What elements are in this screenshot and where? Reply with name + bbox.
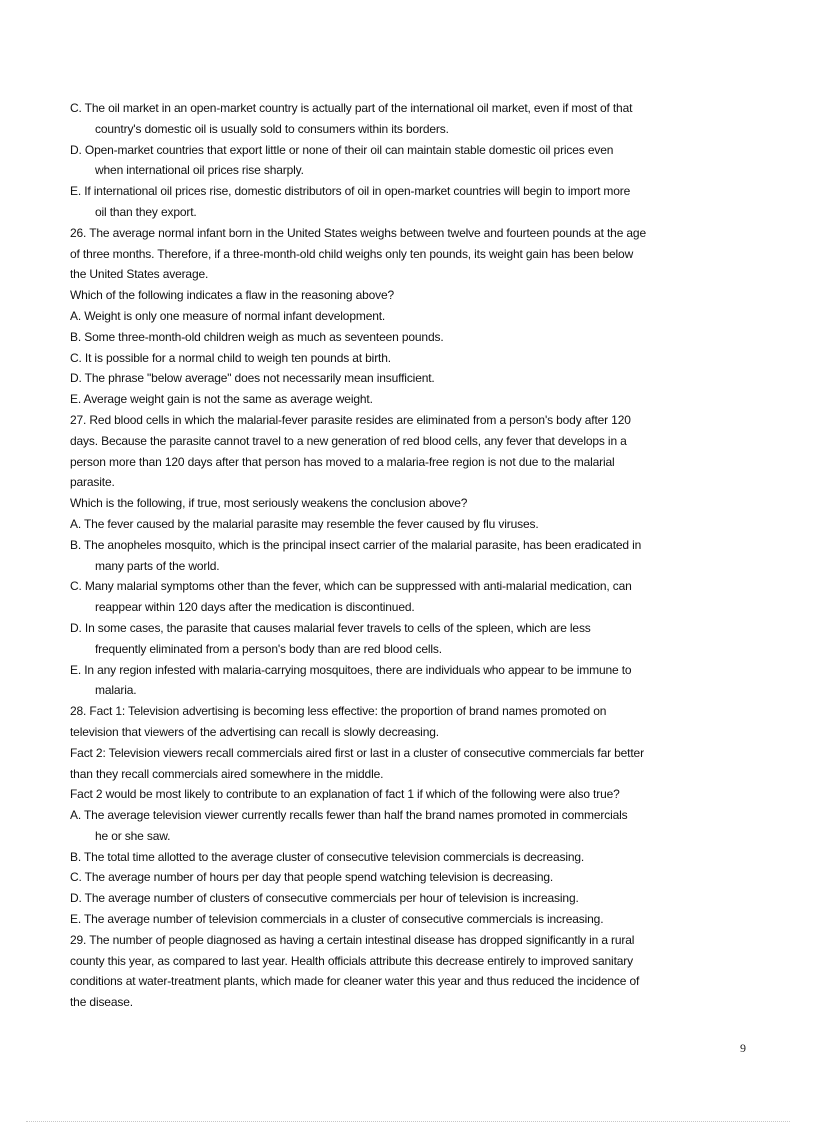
text-line: C. Many malarial symptoms other than the fever, which can be suppressed with anti-malarial medication, can	[70, 579, 632, 594]
text-line: Which is the following, if true, most seriously weakens the conclusion above?	[70, 496, 468, 511]
text-line: 29. The number of people diagnosed as having a certain intestinal disease has dropped significantly in a rural	[70, 932, 635, 947]
text-line: A. Weight is only one measure of normal infant development.	[70, 308, 386, 323]
text-line: the United States average.	[70, 267, 209, 282]
text-line: E. The average number of television commercials in a cluster of consecutive commercials is increasing.	[70, 912, 604, 927]
text-line: D. Open-market countries that export little or none of their oil can maintain stable domestic oil prices even	[70, 142, 614, 157]
text-line: reappear within 120 days after the medication is discontinued.	[95, 600, 415, 615]
text-line: days. Because the parasite cannot travel to a new generation of red blood cells, any fever that develops in a	[70, 433, 627, 448]
text-line: frequently eliminated from a person's body than are red blood cells.	[95, 641, 442, 656]
text-line: Fact 2: Television viewers recall commercials aired first or last in a cluster of consecutive commercials far better	[70, 745, 644, 760]
text-line: the disease.	[70, 995, 133, 1010]
text-line: many parts of the world.	[95, 558, 220, 573]
text-line: C. The oil market in an open-market country is actually part of the international oil market, even if most of that	[70, 101, 633, 115]
text-line: A. The average television viewer currently recalls fewer than half the brand names promoted in commercials	[70, 808, 628, 823]
text-line: oil than they export.	[95, 204, 197, 219]
text-line: Fact 2 would be most likely to contribute to an explanation of fact 1 if which of the following were also true?	[70, 787, 620, 802]
text-line: country's domestic oil is usually sold to consumers within its borders.	[95, 121, 449, 136]
text-line: conditions at water-treatment plants, which made for cleaner water this year and thus reduced the incidence of	[70, 974, 640, 989]
page-bottom-border	[26, 1121, 790, 1122]
text-line: B. The anopheles mosquito, which is the principal insect carrier of the malarial parasite, has been eradicated in	[70, 537, 642, 552]
text-line: when international oil prices rise sharply.	[95, 163, 304, 178]
text-line: malaria.	[95, 683, 137, 698]
text-line: 28. Fact 1: Television advertising is becoming less effective: the proportion of brand names promoted on	[70, 704, 607, 719]
text-line: Which of the following indicates a flaw in the reasoning above?	[70, 288, 395, 303]
text-line: 27. Red blood cells in which the malarial-fever parasite resides are eliminated from a person's body after 120	[70, 412, 631, 427]
text-line: he or she saw.	[95, 828, 171, 843]
text-line: E. Average weight gain is not the same as average weight.	[70, 392, 373, 407]
text-line: C. It is possible for a normal child to weigh ten pounds at birth.	[70, 350, 391, 365]
text-line: parasite.	[70, 475, 115, 490]
text-line: county this year, as compared to last year. Health officials attribute this decrease entirely to improved sanitary	[70, 953, 633, 968]
text-line: E. In any region infested with malaria-carrying mosquitoes, there are individuals who appear to be immune to	[70, 662, 632, 677]
text-line: E. If international oil prices rise, domestic distributors of oil in open-market countries will begin to import more	[70, 184, 631, 199]
page-number: 9	[740, 1041, 746, 1055]
text-line: C. The average number of hours per day that people spend watching television is decreasing.	[70, 870, 554, 885]
text-line: D. The phrase "below average" does not necessarily mean insufficient.	[70, 371, 435, 386]
text-line: B. Some three-month-old children weigh as much as seventeen pounds.	[70, 329, 444, 344]
text-line: of three months. Therefore, if a three-month-old child weighs only ten pounds, its weight gain has been below	[70, 246, 634, 261]
text-line: person more than 120 days after that person has moved to a malaria-free region is not due to the malarial	[70, 454, 615, 469]
text-line: B. The total time allotted to the average cluster of consecutive television commercials is decreasing.	[70, 849, 585, 864]
text-line: A. The fever caused by the malarial parasite may resemble the fever caused by flu viruses.	[70, 516, 539, 531]
text-line: 26. The average normal infant born in the United States weighs between twelve and fourteen pounds at the age	[70, 225, 646, 240]
text-line: D. In some cases, the parasite that causes malarial fever travels to cells of the spleen, which are less	[70, 620, 591, 635]
text-line: than they recall commercials aired somewhere in the middle.	[70, 766, 384, 781]
text-line: D. The average number of clusters of consecutive commercials per hour of television is increasing.	[70, 891, 579, 906]
text-line: television that viewers of the advertising can recall is slowly decreasing.	[70, 724, 439, 739]
page-text	[70, 98, 710, 1013]
